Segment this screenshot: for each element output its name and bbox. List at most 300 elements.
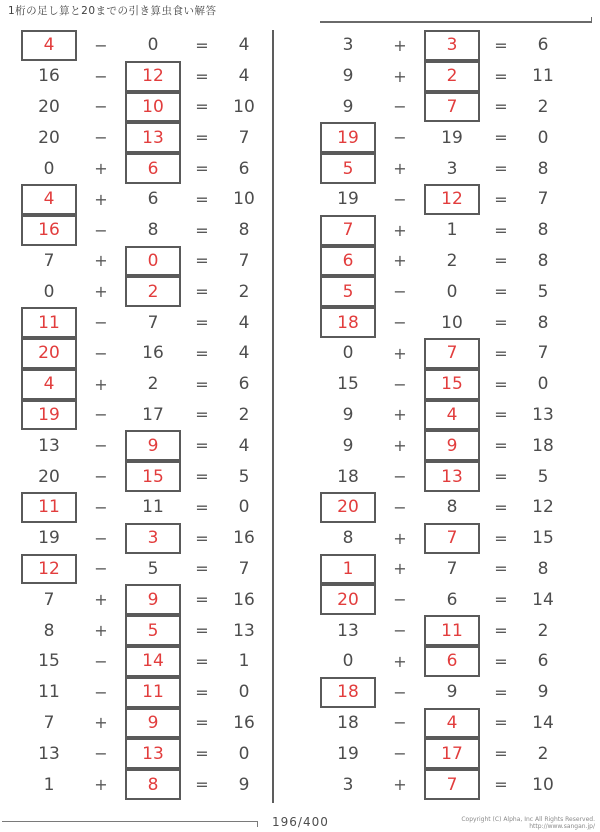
equals-sign: = (494, 128, 508, 148)
operand-2: 2 (147, 374, 159, 395)
result: 8 (537, 312, 549, 333)
operand-1: 7 (43, 250, 55, 271)
operand-1: 9 (342, 404, 354, 425)
equation-row (21, 708, 265, 739)
operator-sign: − (393, 189, 407, 209)
operand-2: 9 (446, 682, 458, 703)
operand-1: 13 (337, 620, 359, 641)
operand-2: 6 (147, 189, 159, 210)
copyright-url: http://www.sangan.jp/ (529, 823, 595, 830)
equation-row (320, 184, 564, 215)
equals-sign: = (494, 590, 508, 610)
result: 8 (537, 220, 549, 241)
equals-sign: = (195, 467, 209, 487)
result: 0 (238, 682, 250, 703)
answer-box: 11 (21, 307, 77, 338)
equation-row (320, 430, 564, 461)
answer-box: 5 (125, 615, 181, 646)
answer-box: 9 (125, 708, 181, 739)
equation-row (21, 92, 265, 123)
result: 7 (238, 558, 250, 579)
equals-sign: = (494, 66, 508, 86)
answer-box: 7 (424, 769, 480, 800)
footer-rule (2, 821, 258, 822)
answer-box: 4 (21, 369, 77, 400)
equation-row (320, 677, 564, 708)
worksheet-title: 1桁の足し算と20までの引き算虫食い解答 (8, 5, 217, 17)
result: 0 (537, 374, 549, 395)
equals-sign: = (494, 467, 508, 487)
operator-sign: − (393, 590, 407, 610)
equals-sign: = (494, 713, 508, 733)
result: 4 (238, 66, 250, 87)
equation-row (320, 61, 564, 92)
answer-box: 7 (320, 215, 376, 246)
operator-sign: − (393, 713, 407, 733)
operator-sign: + (94, 159, 108, 179)
equation-row (320, 307, 564, 338)
equals-sign: = (494, 189, 508, 209)
answer-box: 10 (125, 92, 181, 123)
copyright-line: Copyright (C) Alpha, Inc All Rights Reserved. (461, 816, 595, 823)
equation-column-left (21, 30, 265, 800)
result: 16 (233, 528, 255, 549)
result: 16 (233, 589, 255, 610)
operand-1: 0 (43, 158, 55, 179)
result: 6 (238, 374, 250, 395)
operator-sign: + (94, 189, 108, 209)
equation-row (320, 338, 564, 369)
result: 16 (233, 712, 255, 733)
result: 11 (532, 66, 554, 87)
equals-sign: = (195, 66, 209, 86)
answer-box: 20 (320, 492, 376, 523)
answer-box: 9 (125, 584, 181, 615)
result: 7 (238, 127, 250, 148)
answer-box: 7 (424, 523, 480, 554)
operand-1: 19 (337, 189, 359, 210)
operator-sign: − (393, 313, 407, 333)
equals-sign: = (195, 775, 209, 795)
equation-row (320, 523, 564, 554)
operand-1: 16 (38, 66, 60, 87)
operator-sign: + (393, 559, 407, 579)
operator-sign: − (94, 682, 108, 702)
result: 2 (537, 96, 549, 117)
operator-sign: + (393, 405, 407, 425)
equals-sign: = (195, 159, 209, 179)
equation-row (320, 646, 564, 677)
operand-1: 19 (38, 528, 60, 549)
result: 9 (238, 774, 250, 795)
answer-box: 20 (21, 338, 77, 369)
equation-row (320, 215, 564, 246)
header-rule (320, 21, 592, 23)
operator-sign: − (94, 467, 108, 487)
operand-2: 6 (446, 589, 458, 610)
operand-1: 18 (337, 466, 359, 487)
result: 0 (238, 743, 250, 764)
operator-sign: − (393, 282, 407, 302)
result: 4 (238, 312, 250, 333)
equals-sign: = (494, 682, 508, 702)
operator-sign: − (393, 497, 407, 517)
equation-row (21, 738, 265, 769)
answer-box: 9 (125, 430, 181, 461)
operator-sign: + (94, 621, 108, 641)
answer-box: 7 (424, 338, 480, 369)
answer-box: 4 (21, 184, 77, 215)
operand-2: 7 (446, 558, 458, 579)
answer-box: 12 (21, 554, 77, 585)
equals-sign: = (195, 528, 209, 548)
equals-sign: = (195, 651, 209, 671)
result: 6 (537, 651, 549, 672)
result: 7 (537, 343, 549, 364)
result: 7 (537, 189, 549, 210)
operator-sign: + (94, 251, 108, 271)
operand-1: 3 (342, 774, 354, 795)
result: 0 (537, 127, 549, 148)
operand-1: 18 (337, 712, 359, 733)
operator-sign: + (393, 35, 407, 55)
operand-1: 3 (342, 35, 354, 56)
equation-row (320, 615, 564, 646)
operand-2: 2 (446, 250, 458, 271)
result: 2 (537, 620, 549, 641)
answer-box: 4 (424, 400, 480, 431)
equation-row (21, 584, 265, 615)
operand-1: 13 (38, 435, 60, 456)
equation-row (21, 307, 265, 338)
operand-1: 13 (38, 743, 60, 764)
equals-sign: = (195, 35, 209, 55)
operator-sign: − (393, 467, 407, 487)
equals-sign: = (195, 713, 209, 733)
equals-sign: = (494, 159, 508, 179)
operand-2: 5 (147, 558, 159, 579)
equals-sign: = (195, 282, 209, 302)
result: 6 (238, 158, 250, 179)
answer-box: 4 (21, 30, 77, 61)
equals-sign: = (494, 405, 508, 425)
operator-sign: − (94, 405, 108, 425)
result: 6 (537, 35, 549, 56)
operand-2: 1 (446, 220, 458, 241)
answer-box: 1 (320, 554, 376, 585)
equals-sign: = (494, 497, 508, 517)
equation-row (21, 246, 265, 277)
column-divider (272, 30, 274, 803)
result: 8 (537, 558, 549, 579)
equals-sign: = (494, 651, 508, 671)
equation-row (21, 492, 265, 523)
result: 15 (532, 528, 554, 549)
result: 8 (238, 220, 250, 241)
answer-box: 7 (424, 92, 480, 123)
equation-row (21, 276, 265, 307)
operator-sign: − (94, 220, 108, 240)
equation-row (320, 122, 564, 153)
answer-box: 4 (424, 708, 480, 739)
equation-row (320, 153, 564, 184)
answer-box: 9 (424, 430, 480, 461)
equation-row (320, 584, 564, 615)
equals-sign: = (494, 251, 508, 271)
result: 5 (238, 466, 250, 487)
answer-box: 11 (21, 492, 77, 523)
equals-sign: = (494, 282, 508, 302)
operand-1: 8 (43, 620, 55, 641)
equals-sign: = (494, 436, 508, 456)
equation-row (21, 153, 265, 184)
equals-sign: = (195, 744, 209, 764)
answer-box: 13 (125, 122, 181, 153)
equals-sign: = (195, 436, 209, 456)
equation-row (320, 276, 564, 307)
operator-sign: + (393, 159, 407, 179)
operator-sign: − (94, 528, 108, 548)
operand-1: 15 (38, 651, 60, 672)
operand-1: 9 (342, 66, 354, 87)
operator-sign: − (94, 313, 108, 333)
result: 4 (238, 435, 250, 456)
equation-row (21, 215, 265, 246)
result: 9 (537, 682, 549, 703)
operand-1: 15 (337, 374, 359, 395)
operand-1: 20 (38, 127, 60, 148)
equation-row (21, 677, 265, 708)
equals-sign: = (195, 97, 209, 117)
operand-2: 11 (142, 497, 164, 518)
operator-sign: − (393, 97, 407, 117)
equation-row (21, 430, 265, 461)
answer-box: 3 (424, 30, 480, 61)
operator-sign: + (94, 775, 108, 795)
operator-sign: + (393, 220, 407, 240)
result: 12 (532, 497, 554, 518)
equation-row (21, 338, 265, 369)
result: 13 (532, 404, 554, 425)
equation-row (320, 461, 564, 492)
equals-sign: = (195, 220, 209, 240)
operand-1: 0 (342, 651, 354, 672)
equation-row (21, 523, 265, 554)
operand-1: 20 (38, 466, 60, 487)
result: 18 (532, 435, 554, 456)
operator-sign: + (393, 66, 407, 86)
answer-box: 12 (424, 184, 480, 215)
result: 10 (233, 96, 255, 117)
equation-row (21, 30, 265, 61)
equals-sign: = (195, 497, 209, 517)
page-number: 196/400 (272, 815, 329, 829)
equals-sign: = (494, 621, 508, 641)
answer-box: 6 (125, 153, 181, 184)
answer-box: 8 (125, 769, 181, 800)
equals-sign: = (494, 313, 508, 333)
answer-box: 19 (21, 400, 77, 431)
answer-box: 6 (320, 246, 376, 277)
equals-sign: = (195, 128, 209, 148)
operand-1: 7 (43, 712, 55, 733)
equation-row (320, 769, 564, 800)
answer-box: 0 (125, 246, 181, 277)
operand-2: 7 (147, 312, 159, 333)
operator-sign: − (94, 559, 108, 579)
operator-sign: − (393, 621, 407, 641)
answer-box: 18 (320, 677, 376, 708)
equation-row (21, 646, 265, 677)
operand-1: 8 (342, 528, 354, 549)
operand-2: 0 (147, 35, 159, 56)
operand-1: 20 (38, 96, 60, 117)
answer-box: 15 (125, 461, 181, 492)
equals-sign: = (494, 744, 508, 764)
operand-1: 19 (337, 743, 359, 764)
operator-sign: − (393, 128, 407, 148)
result: 10 (233, 189, 255, 210)
result: 7 (238, 250, 250, 271)
result: 14 (532, 589, 554, 610)
result: 8 (537, 250, 549, 271)
answer-box: 11 (125, 677, 181, 708)
result: 4 (238, 35, 250, 56)
equals-sign: = (195, 590, 209, 610)
equals-sign: = (494, 97, 508, 117)
operator-sign: − (94, 343, 108, 363)
equals-sign: = (494, 35, 508, 55)
answer-box: 16 (21, 215, 77, 246)
operand-1: 9 (342, 435, 354, 456)
result: 14 (532, 712, 554, 733)
operator-sign: − (94, 651, 108, 671)
operator-sign: + (94, 374, 108, 394)
operator-sign: + (393, 436, 407, 456)
operand-1: 7 (43, 589, 55, 610)
answer-box: 11 (424, 615, 480, 646)
result: 2 (537, 743, 549, 764)
result: 5 (537, 281, 549, 302)
result: 2 (238, 281, 250, 302)
result: 4 (238, 343, 250, 364)
operand-2: 8 (446, 497, 458, 518)
answer-box: 12 (125, 61, 181, 92)
answer-box: 5 (320, 276, 376, 307)
equation-row (21, 615, 265, 646)
equation-row (320, 708, 564, 739)
operand-1: 0 (43, 281, 55, 302)
equation-row (320, 738, 564, 769)
answer-box: 13 (424, 461, 480, 492)
result: 1 (238, 651, 250, 672)
equals-sign: = (494, 343, 508, 363)
equals-sign: = (494, 528, 508, 548)
answer-box: 3 (125, 523, 181, 554)
equation-column-right (320, 30, 564, 800)
result: 13 (233, 620, 255, 641)
operator-sign: − (94, 35, 108, 55)
answer-box: 5 (320, 153, 376, 184)
operand-1: 0 (342, 343, 354, 364)
operator-sign: − (94, 97, 108, 117)
equation-row (320, 554, 564, 585)
equation-row (320, 92, 564, 123)
equals-sign: = (195, 251, 209, 271)
equation-row (21, 369, 265, 400)
answer-box: 20 (320, 584, 376, 615)
operator-sign: − (393, 744, 407, 764)
operand-2: 8 (147, 220, 159, 241)
operand-2: 16 (142, 343, 164, 364)
result: 8 (537, 158, 549, 179)
operand-2: 0 (446, 281, 458, 302)
operator-sign: + (94, 282, 108, 302)
equation-row (21, 184, 265, 215)
answer-box: 15 (424, 369, 480, 400)
equation-row (21, 554, 265, 585)
operator-sign: − (393, 374, 407, 394)
operand-2: 19 (441, 127, 463, 148)
equation-row (21, 461, 265, 492)
equation-row (320, 400, 564, 431)
operator-sign: − (94, 744, 108, 764)
equals-sign: = (195, 559, 209, 579)
equals-sign: = (195, 313, 209, 333)
answer-box: 17 (424, 738, 480, 769)
operator-sign: − (94, 66, 108, 86)
equals-sign: = (195, 405, 209, 425)
equals-sign: = (494, 775, 508, 795)
operator-sign: − (94, 497, 108, 517)
answer-box: 14 (125, 646, 181, 677)
operand-2: 10 (441, 312, 463, 333)
result: 10 (532, 774, 554, 795)
equals-sign: = (195, 682, 209, 702)
operator-sign: + (393, 775, 407, 795)
answer-box: 19 (320, 122, 376, 153)
equals-sign: = (195, 374, 209, 394)
answer-box: 6 (424, 646, 480, 677)
equation-row (320, 369, 564, 400)
equation-row (21, 122, 265, 153)
equals-sign: = (195, 621, 209, 641)
operator-sign: − (393, 682, 407, 702)
equals-sign: = (195, 343, 209, 363)
operator-sign: − (94, 436, 108, 456)
operator-sign: + (94, 590, 108, 610)
equals-sign: = (494, 559, 508, 579)
operator-sign: + (94, 713, 108, 733)
answer-box: 2 (125, 276, 181, 307)
operand-1: 9 (342, 96, 354, 117)
answer-box: 13 (125, 738, 181, 769)
operand-1: 11 (38, 682, 60, 703)
equation-row (21, 61, 265, 92)
equals-sign: = (195, 189, 209, 209)
result: 5 (537, 466, 549, 487)
equals-sign: = (494, 220, 508, 240)
equals-sign: = (494, 374, 508, 394)
operator-sign: + (393, 528, 407, 548)
answer-box: 2 (424, 61, 480, 92)
equation-row (320, 246, 564, 277)
operator-sign: + (393, 251, 407, 271)
operand-1: 1 (43, 774, 55, 795)
equation-row (21, 400, 265, 431)
copyright-notice (461, 816, 595, 830)
operator-sign: + (393, 651, 407, 671)
